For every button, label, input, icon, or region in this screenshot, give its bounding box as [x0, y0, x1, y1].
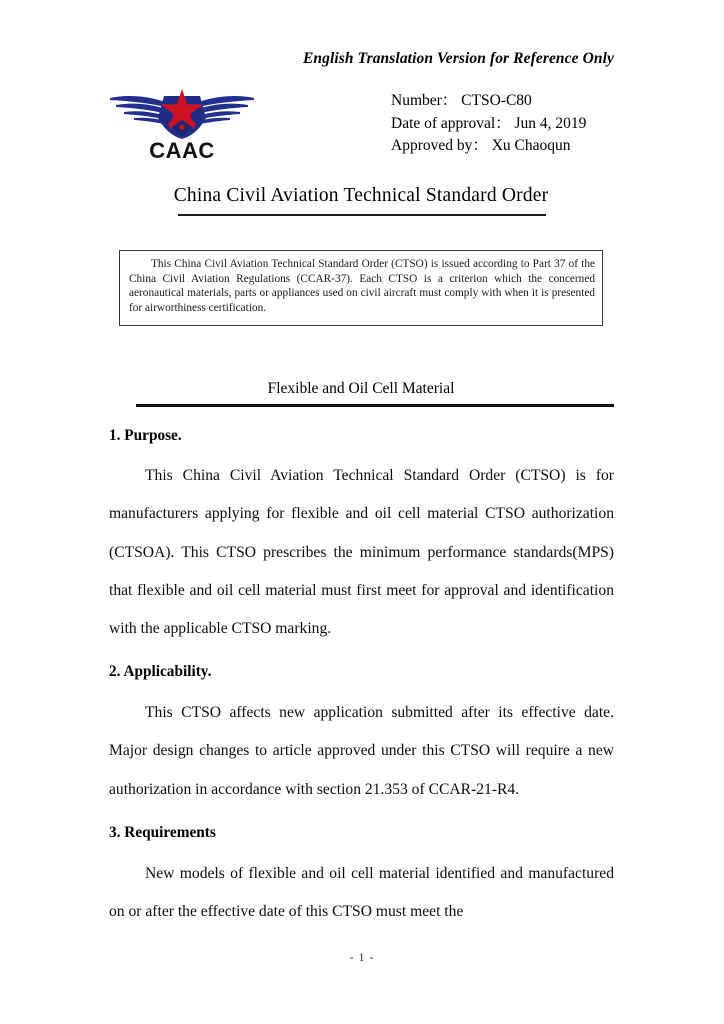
- document-meta: [391, 90, 631, 158]
- title-rule: [178, 214, 546, 216]
- page-number: - 1 -: [349, 950, 375, 964]
- subject-rule: [136, 404, 614, 407]
- section-heading-purpose: 1. Purpose.: [109, 427, 182, 444]
- meta-date-of-approval: Date of approval： Jun 4, 2019: [391, 114, 587, 132]
- section-body-purpose: This China Civil Aviation Technical Standard Order (CTSO) is for manufacturers applying for flexible and oil cell material CTSO authorization (CTSOA). This CTSO prescribes the minimum performance standards(MPS) that flexible and oil cell material must first meet for approval and identification with the applicable CTSO marking.: [109, 467, 614, 638]
- notice-text: This China Civil Aviation Technical Standard Order (CTSO) is issued according to Part 37 of the China Civil Aviation Regulations (CCAR-37). Each CTSO is a criterion which the concerned aeronautical materials, parts or appliances used on civil aircraft must comply with when it is presented for airworthiness certification.: [129, 258, 595, 314]
- section-heading-applicability: 2. Applicability.: [109, 663, 212, 680]
- notice-box: [119, 250, 603, 326]
- caac-winged-star-icon: [108, 84, 256, 142]
- section-body-applicability: This CTSO affects new application submitted after its effective date. Major design changes to article approved under this CTSO will require a new authorization in accordance with section 21.353 of CCAR-21-R4.: [109, 704, 614, 798]
- section-heading-requirements: 3. Requirements: [109, 824, 216, 841]
- meta-number: Number： CTSO-C80: [391, 92, 532, 109]
- reference-note: English Translation Version for Reference Only: [302, 50, 614, 67]
- caac-logo-text: CAAC: [149, 138, 215, 163]
- meta-approved-by: Approved by： Xu Chaoqun: [391, 137, 571, 154]
- subject-title: Flexible and Oil Cell Material: [267, 380, 455, 397]
- document-title: China Civil Aviation Technical Standard Order: [173, 185, 549, 206]
- caac-logo: [108, 84, 256, 168]
- section-body-requirements: New models of flexible and oil cell material identified and manufactured on or after the effective date of this CTSO must meet the: [109, 865, 614, 921]
